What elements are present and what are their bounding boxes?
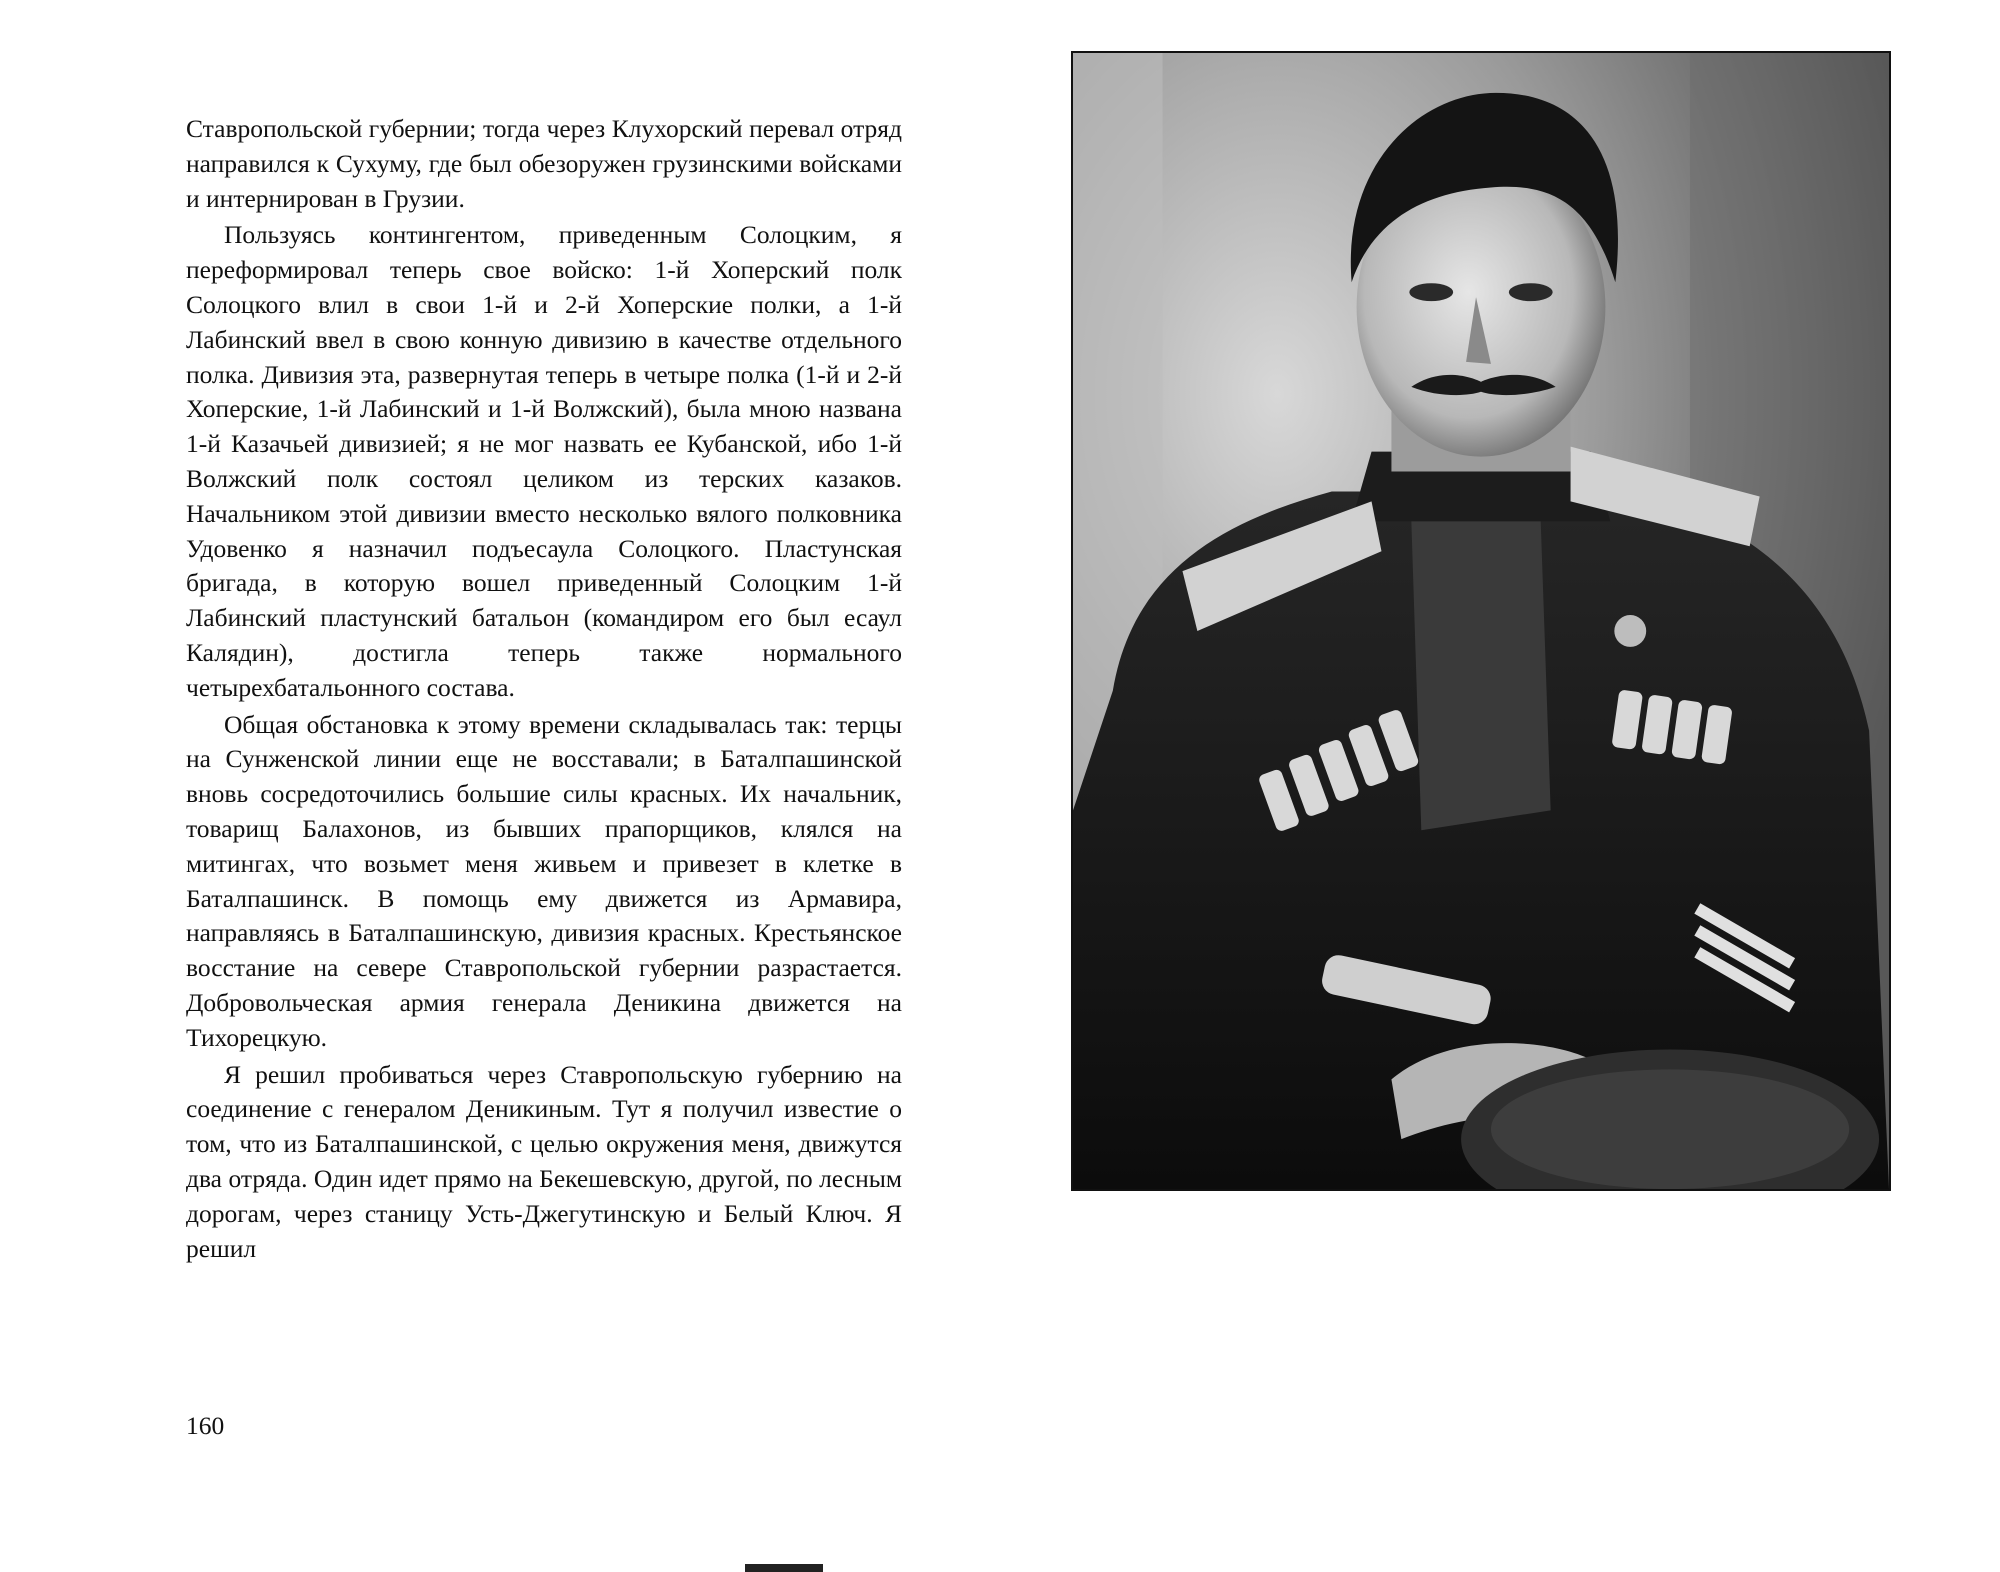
portrait-illustration — [1073, 53, 1889, 1189]
paragraph-3: Общая обстановка к этому времени складывалась так: терцы на Сунженской линии еще не восставали; в Баталпашинской вновь сосредоточились большие силы красных. Их начальник, товарищ Балахонов, из бывших прапорщиков, клялся на митингах, что возьмет меня живьем и привезет в клетке в Баталпашинск. В помощь ему движется из Армавира, направляясь в Баталпашинскую, дивизия красных. Крестьянское восстание на севере Ставропольской губернии разрастается. Добровольческая армия генерала Деникина движется на Тихорецкую. — [186, 709, 902, 1052]
portrait-photo — [1071, 51, 1891, 1191]
paragraph-1: Ставропольской губернии; тогда через Клухорский перевал отряд направился к Сухуму, где был обезоружен грузинскими войсками и интернирован в Грузии. — [186, 114, 902, 213]
text-column — [186, 112, 902, 1268]
page-edge-mark — [745, 1564, 823, 1572]
paragraph-2: Пользуясь контингентом, приведенным Солоцким, я переформировал теперь свое войско: 1-й Хоперский полк Солоцкого влил в свои 1-й и 2-й Хоперские полки, а 1-й Лабинский ввел в свою конную дивизию в качестве отдельного полка. Дивизия эта, развернутая теперь в четыре полка (1-й и 2-й Хоперские, 1-й Лабинский и 1-й Волжский), была мною названа 1-й Казачьей дивизией; я не мог назвать ее Кубанской, ибо 1-й Волжский полк состоял целиком из терских казаков. Начальником этой дивизии вместо несколько вялого полковника Удовенко я назначил подъесаула Солоцкого. Пластунская бригада, в которую вошел приведенный Солоцким 1-й Лабинский пластунский батальон (командиром его был есаул Калядин), достигла теперь также нормального четырехбатальонного состава. — [186, 220, 902, 702]
page-number: 160 — [186, 1411, 225, 1440]
paragraph-4: Я решил пробиваться через Ставропольскую губернию на соединение с генералом Деникиным. Тут я получил известие о том, что из Баталпашинской, с целью окружения меня, движутся два отряда. Один идет прямо на Бекешевскую, другой, по лесным дорогам, через станицу Усть-Джегутинскую и Белый Ключ. Я решил — [186, 1059, 902, 1263]
